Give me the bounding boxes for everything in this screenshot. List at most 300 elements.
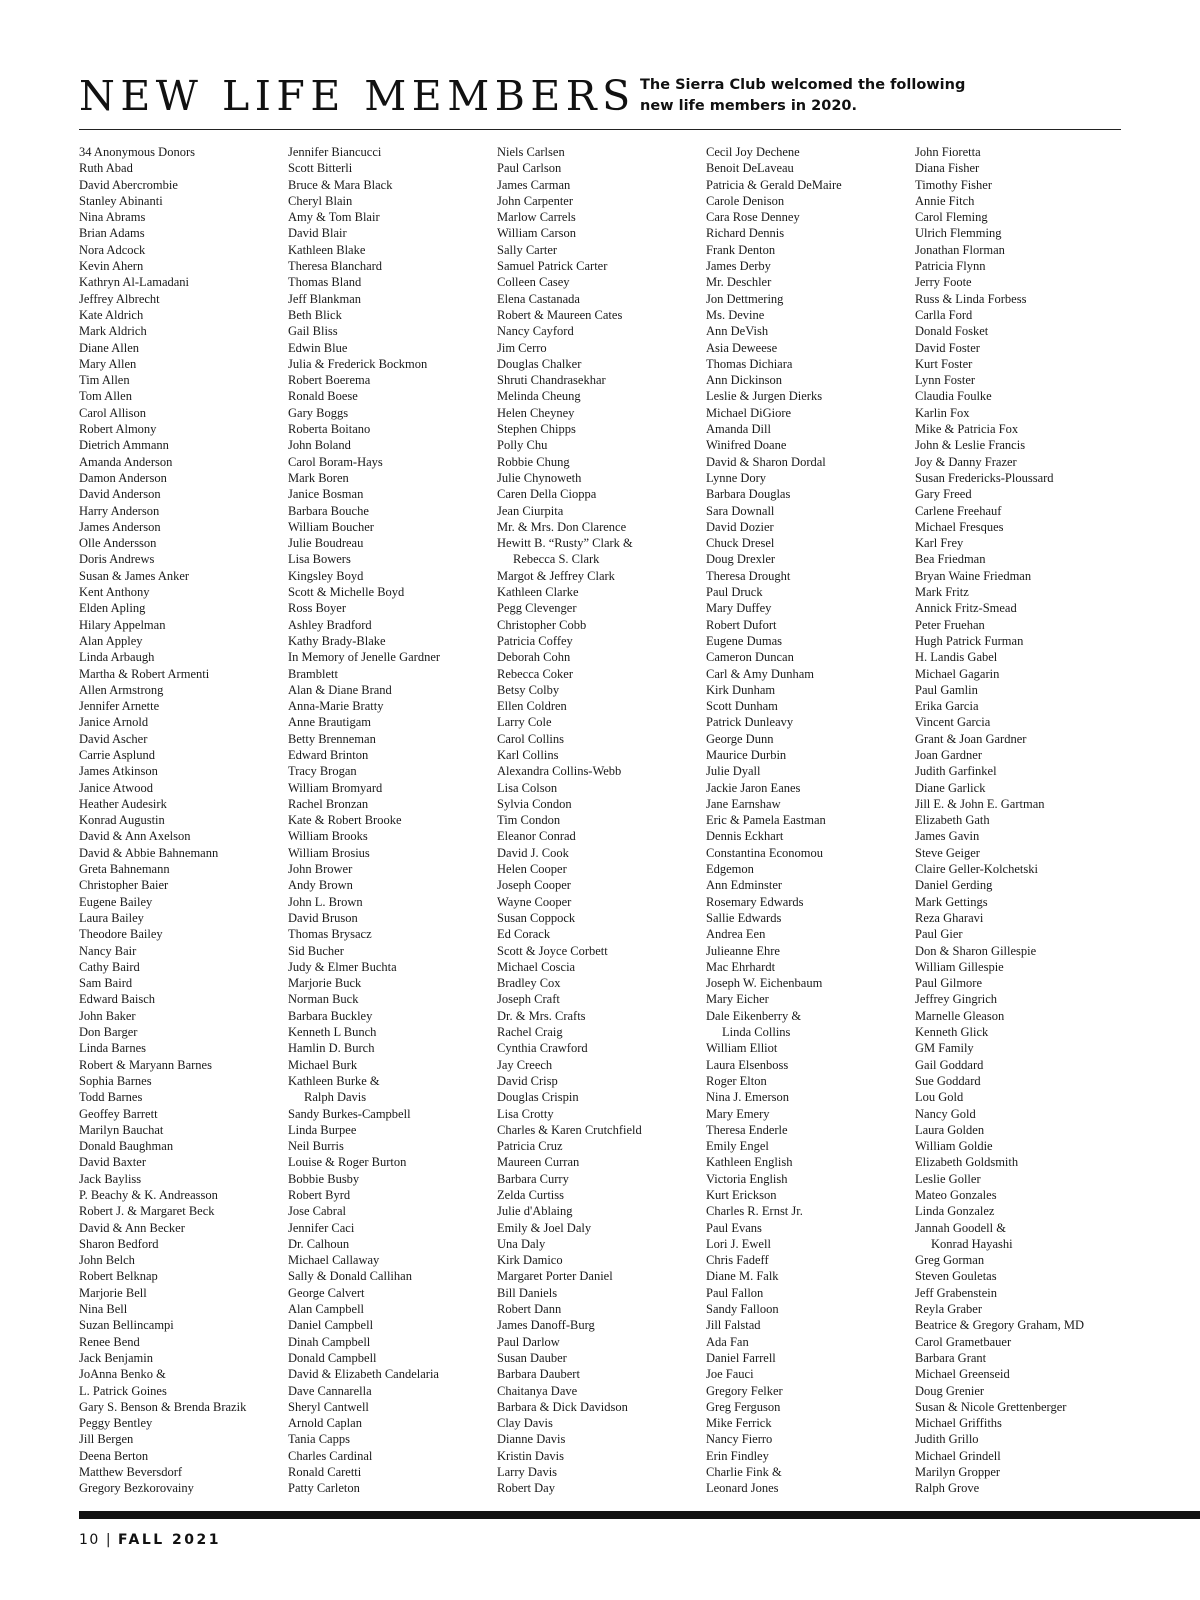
- member-name: Alan Campbell: [288, 1302, 365, 1317]
- member-name: Lynn Foster: [915, 373, 976, 388]
- member-name: Julieanne Ehre: [706, 943, 780, 958]
- member-name: Barbara & Dick Davidson: [497, 1399, 628, 1414]
- member-name: Michael Callaway: [288, 1253, 380, 1268]
- member-name: Una Daly: [497, 1236, 546, 1251]
- member-name: Laura Bailey: [79, 910, 144, 925]
- member-name: Karlin Fox: [915, 405, 970, 420]
- member-name: Theresa Blanchard: [288, 259, 383, 274]
- member-name: Jon Dettmering: [706, 291, 784, 306]
- member-column-3: [497, 144, 707, 1497]
- member-name: Roger Elton: [706, 1073, 767, 1088]
- member-name: Jill Falstad: [706, 1318, 761, 1333]
- member-name: Pegg Clevenger: [497, 601, 577, 616]
- member-name: Paul Fallon: [706, 1285, 764, 1300]
- member-name: Carole Denison: [706, 193, 785, 208]
- member-name: Judy & Elmer Buchta: [288, 959, 397, 974]
- member-name: Robert & Maureen Cates: [497, 307, 623, 322]
- member-name: Edward Brinton: [288, 747, 369, 762]
- member-name: Barbara Buckley: [288, 1008, 373, 1023]
- member-name: Jeff Grabenstein: [915, 1285, 998, 1300]
- member-name: Carol Allison: [79, 405, 147, 420]
- member-name: Jerry Foote: [915, 275, 972, 290]
- member-name: James Anderson: [79, 519, 161, 534]
- member-name: Lori J. Ewell: [706, 1236, 771, 1251]
- member-name: Ralph Davis: [304, 1090, 367, 1105]
- member-name: Kevin Ahern: [79, 259, 144, 274]
- member-name: Elden Apling: [79, 601, 146, 616]
- member-name: Sally Carter: [497, 242, 558, 257]
- member-name: Paul Druck: [706, 585, 763, 600]
- member-name: David Foster: [915, 340, 980, 355]
- member-name: Mary Duffey: [706, 601, 772, 616]
- member-name: Renee Bend: [79, 1334, 140, 1349]
- member-name: Jim Cerro: [497, 340, 547, 355]
- member-name: Frank Denton: [706, 242, 776, 257]
- member-name: Sid Bucher: [288, 943, 344, 958]
- member-name: Carol Grametbauer: [915, 1334, 1012, 1349]
- member-name: Mateo Gonzales: [915, 1188, 997, 1202]
- member-name: Janice Arnold: [79, 715, 149, 730]
- member-name: Diane Allen: [79, 340, 140, 355]
- member-name: Dr. Calhoun: [288, 1236, 350, 1251]
- member-name: Joseph Cooper: [497, 878, 571, 893]
- member-name: Robert Belknap: [79, 1269, 158, 1284]
- member-name: Carol Boram-Hays: [288, 454, 383, 469]
- member-column-5: [915, 144, 1125, 1497]
- member-name: Hilary Appelman: [79, 617, 166, 632]
- member-name: Edgemon: [706, 862, 754, 877]
- member-name: Niels Carlsen: [497, 145, 565, 159]
- member-name: Kathleen English: [706, 1155, 793, 1170]
- member-name: Michael Grindell: [915, 1448, 1001, 1463]
- member-name: William Bromyard: [288, 780, 383, 795]
- member-name: Joy & Danny Frazer: [915, 454, 1017, 469]
- member-name: Edward Baisch: [79, 992, 156, 1007]
- member-column-1: [79, 144, 289, 1497]
- member-name: John Boland: [288, 438, 351, 453]
- member-name: Timothy Fisher: [915, 177, 992, 192]
- member-name: John L. Brown: [288, 894, 363, 909]
- member-name: Wayne Cooper: [497, 894, 572, 909]
- member-name: Leslie Goller: [915, 1171, 981, 1186]
- member-name: Nancy Bair: [79, 943, 137, 958]
- member-name: Diana Fisher: [915, 161, 980, 176]
- member-name: Julie Dyall: [706, 764, 761, 779]
- member-name: Jeffrey Albrecht: [79, 291, 160, 306]
- member-name: Jill E. & John E. Gartman: [915, 796, 1045, 811]
- member-name: David & Abbie Bahnemann: [79, 845, 219, 860]
- member-name: Cheryl Blain: [288, 193, 353, 208]
- member-name: Nancy Cayford: [497, 324, 574, 339]
- member-name: Daniel Farrell: [706, 1350, 776, 1365]
- member-name: Paul Evans: [706, 1220, 762, 1235]
- member-name: William Boucher: [288, 519, 374, 534]
- member-name: Kenneth Glick: [915, 1025, 989, 1040]
- member-name: John & Leslie Francis: [915, 438, 1026, 453]
- member-name: Julie Boudreau: [288, 536, 364, 551]
- header-divider: [79, 129, 1121, 130]
- member-name: Andrea Een: [706, 927, 766, 942]
- member-name: Diane Garlick: [915, 780, 986, 795]
- member-name: Douglas Chalker: [497, 356, 582, 371]
- member-name: Larry Cole: [497, 715, 552, 730]
- member-name: Ann Dickinson: [706, 373, 783, 388]
- member-name: Eugene Bailey: [79, 894, 153, 909]
- member-name: Anna-Marie Bratty: [288, 699, 384, 714]
- member-name: Kathleen Blake: [288, 242, 366, 257]
- member-name: Paul Carlson: [497, 161, 562, 176]
- member-name: Ronald Caretti: [288, 1465, 362, 1480]
- member-name: James Atkinson: [79, 764, 158, 779]
- member-name: Charles R. Ernst Jr.: [706, 1204, 803, 1219]
- member-name: Dianne Davis: [497, 1432, 566, 1447]
- member-name: Dietrich Ammann: [79, 438, 169, 453]
- member-name: William Goldie: [915, 1139, 993, 1154]
- member-name: Bea Friedman: [915, 552, 986, 567]
- member-name: Doug Drexler: [706, 552, 776, 567]
- member-name: Nora Adcock: [79, 242, 146, 257]
- member-name: John Fioretta: [915, 145, 981, 159]
- member-name: Sharon Bedford: [79, 1236, 159, 1251]
- member-name: Susan & James Anker: [79, 568, 190, 583]
- member-name: Olle Andersson: [79, 536, 157, 551]
- member-name: Douglas Crispin: [497, 1090, 579, 1105]
- member-name: Mary Allen: [79, 356, 137, 371]
- member-name: Michael Burk: [288, 1057, 358, 1072]
- member-name: Matthew Beversdorf: [79, 1465, 183, 1480]
- member-name: Kirk Damico: [497, 1253, 563, 1268]
- member-name: Theodore Bailey: [79, 927, 163, 942]
- member-name: Chris Fadeff: [706, 1253, 769, 1268]
- member-name: Melinda Cheung: [497, 389, 581, 404]
- member-name: Charles Cardinal: [288, 1448, 373, 1463]
- member-name: Daniel Campbell: [288, 1318, 374, 1333]
- member-name: Jane Earnshaw: [706, 796, 781, 811]
- member-name: Rachel Bronzan: [288, 796, 369, 811]
- member-name: James Derby: [706, 259, 771, 274]
- member-name: Victoria English: [706, 1171, 788, 1186]
- member-name: Robert Day: [497, 1481, 555, 1496]
- member-name: Dale Eikenberry &: [706, 1008, 802, 1023]
- member-name: Sheryl Cantwell: [288, 1399, 369, 1414]
- member-name: Betty Brenneman: [288, 731, 376, 746]
- page-footer: [79, 1532, 221, 1548]
- subtitle-line-2: new life members in 2020.: [640, 98, 858, 114]
- member-name: Edwin Blue: [288, 340, 348, 355]
- member-name: Asia Deweese: [706, 340, 778, 355]
- member-name: Thomas Dichiara: [706, 356, 793, 371]
- member-name: Tracy Brogan: [288, 764, 357, 779]
- member-name: Jeff Blankman: [288, 291, 362, 306]
- member-name: Stanley Abinanti: [79, 193, 163, 208]
- member-list: [79, 144, 1139, 1494]
- member-name: Michael Coscia: [497, 959, 576, 974]
- member-name: Linda Collins: [722, 1025, 791, 1040]
- member-name: Chaitanya Dave: [497, 1383, 578, 1398]
- member-name: Leonard Jones: [706, 1481, 779, 1496]
- member-name: Vincent Garcia: [915, 715, 991, 730]
- member-name: Mac Ehrhardt: [706, 959, 776, 974]
- member-name: Jay Creech: [497, 1057, 553, 1072]
- member-name: Scott Dunham: [706, 699, 778, 714]
- member-name: Bruce & Mara Black: [288, 177, 393, 192]
- member-name: Jack Bayliss: [79, 1171, 142, 1186]
- member-name: Linda Gonzalez: [915, 1204, 995, 1219]
- member-name: Marilyn Gropper: [915, 1465, 1001, 1480]
- member-name: William Elliot: [706, 1041, 778, 1056]
- member-name: Russ & Linda Forbess: [915, 291, 1027, 306]
- member-name: Kristin Davis: [497, 1448, 565, 1463]
- member-name: Greg Gorman: [915, 1253, 985, 1268]
- member-name: Susan Fredericks-Ploussard: [915, 470, 1054, 485]
- member-name: Christopher Baier: [79, 878, 169, 893]
- member-name: William Gillespie: [915, 959, 1004, 974]
- member-name: Claire Geller-Kolchetski: [915, 862, 1038, 877]
- member-name: Jean Ciurpita: [497, 503, 564, 518]
- member-name: Larry Davis: [497, 1465, 558, 1480]
- member-name: David & Ann Becker: [79, 1220, 185, 1235]
- member-name: Carol Collins: [497, 731, 565, 746]
- member-name: Karl Frey: [915, 536, 964, 551]
- member-name: Jeffrey Gingrich: [915, 992, 998, 1007]
- member-name: Kathleen Clarke: [497, 585, 579, 600]
- member-name: Amanda Dill: [706, 422, 771, 437]
- member-name: Michael Greenseid: [915, 1367, 1010, 1382]
- member-name: Steven Gouletas: [915, 1269, 997, 1284]
- member-name: Carl & Amy Dunham: [706, 666, 814, 681]
- member-name: Amanda Anderson: [79, 454, 173, 469]
- member-name: Ann DeVish: [706, 324, 769, 339]
- member-name: Suzan Bellincampi: [79, 1318, 174, 1333]
- page-title: NEW LIFE MEMBERS: [79, 72, 636, 120]
- member-name: Sandy Falloon: [706, 1302, 779, 1317]
- member-name: Rosemary Edwards: [706, 894, 804, 909]
- member-name: Margaret Porter Daniel: [497, 1269, 613, 1284]
- member-name: David Bruson: [288, 910, 358, 925]
- member-name: Deborah Cohn: [497, 650, 571, 665]
- member-name: Daniel Gerding: [915, 878, 993, 893]
- member-name: Ed Corack: [497, 927, 551, 942]
- member-name: Michael Gagarin: [915, 666, 1000, 681]
- member-name: Brian Adams: [79, 226, 145, 241]
- member-name: Peggy Bentley: [79, 1416, 153, 1431]
- member-name: Elizabeth Gath: [915, 813, 990, 828]
- member-name: Hewitt B. “Rusty” Clark &: [497, 536, 633, 551]
- member-name: Laura Elsenboss: [706, 1057, 789, 1072]
- member-name: Norman Buck: [288, 992, 359, 1007]
- member-name: Doug Grenier: [915, 1383, 985, 1398]
- member-name: Donald Baughman: [79, 1139, 174, 1154]
- member-name: Lisa Crotty: [497, 1106, 554, 1121]
- member-name: Patricia Flynn: [915, 259, 986, 274]
- member-name: Sally & Donald Callihan: [288, 1269, 412, 1284]
- member-name: David Crisp: [497, 1073, 558, 1088]
- member-name: Reza Gharavi: [915, 910, 984, 925]
- member-name: Lynne Dory: [706, 470, 767, 485]
- member-name: Erika Garcia: [915, 699, 979, 714]
- member-name: Samuel Patrick Carter: [497, 259, 608, 274]
- member-name: Clay Davis: [497, 1416, 553, 1431]
- member-name: Ms. Devine: [706, 307, 765, 322]
- member-name: Eleanor Conrad: [497, 829, 576, 844]
- member-name: George Calvert: [288, 1285, 365, 1300]
- member-name: Ruth Abad: [79, 161, 133, 176]
- member-name: James Carman: [497, 177, 571, 192]
- member-name: Harry Anderson: [79, 503, 160, 518]
- member-name: David Dozier: [706, 519, 774, 534]
- member-name: Emily & Joel Daly: [497, 1220, 592, 1235]
- member-name: L. Patrick Goines: [79, 1383, 167, 1398]
- member-name: Gregory Felker: [706, 1383, 783, 1398]
- member-name: Jannah Goodell &: [915, 1220, 1006, 1235]
- member-name: Gary S. Benson & Brenda Brazik: [79, 1399, 247, 1414]
- member-name: Todd Barnes: [79, 1090, 143, 1105]
- member-name: Mary Emery: [706, 1106, 770, 1121]
- member-name: Patricia & Gerald DeMaire: [706, 177, 842, 192]
- member-name: Patricia Coffey: [497, 633, 573, 648]
- member-name: Robert Dufort: [706, 617, 777, 632]
- issue-label: FALL 2021: [118, 1532, 222, 1548]
- member-name: Barbara Daubert: [497, 1367, 580, 1382]
- member-name: Kathy Brady-Blake: [288, 633, 386, 648]
- member-name: Kingsley Boyd: [288, 568, 364, 583]
- member-name: Joseph Craft: [497, 992, 560, 1007]
- member-name: Paul Gilmore: [915, 976, 983, 991]
- member-name: David Blair: [288, 226, 347, 241]
- member-name: Julie Chynoweth: [497, 470, 582, 485]
- member-name: Michael Fresques: [915, 519, 1004, 534]
- member-name: Rebecca Coker: [497, 666, 574, 681]
- member-name: Christopher Cobb: [497, 617, 587, 632]
- member-name: Donald Fosket: [915, 324, 989, 339]
- member-name: Winifred Doane: [706, 438, 787, 453]
- member-name: Gregory Bezkorovainy: [79, 1481, 194, 1496]
- member-name: Mike Ferrick: [706, 1416, 772, 1431]
- member-name: Sue Goddard: [915, 1073, 981, 1088]
- member-name: Reyla Graber: [915, 1302, 982, 1317]
- member-name: Kurt Erickson: [706, 1188, 777, 1202]
- member-name: Lou Gold: [915, 1090, 964, 1105]
- member-name: John Belch: [79, 1253, 135, 1268]
- member-name: Kent Anthony: [79, 585, 150, 600]
- member-name: Rebecca S. Clark: [513, 552, 600, 567]
- member-name: Colleen Casey: [497, 275, 570, 290]
- member-name: Ross Boyer: [288, 601, 346, 616]
- member-name: Gail Bliss: [288, 324, 338, 339]
- member-name: Grant & Joan Gardner: [915, 731, 1027, 746]
- member-name: Bryan Waine Friedman: [915, 568, 1032, 583]
- member-name: Mark Aldrich: [79, 324, 147, 339]
- member-name: Marilyn Bauchat: [79, 1122, 164, 1137]
- member-name: Tania Capps: [288, 1432, 350, 1447]
- member-name: Marjorie Buck: [288, 976, 362, 991]
- member-name: Nancy Gold: [915, 1106, 976, 1121]
- member-name: Benoit DeLaveau: [706, 161, 794, 176]
- member-name: Neil Burris: [288, 1139, 344, 1154]
- member-name: Laura Golden: [915, 1122, 985, 1137]
- member-name: Gary Freed: [915, 487, 972, 502]
- footer-divider: [79, 1511, 1200, 1519]
- member-name: Alexandra Collins-Webb: [497, 764, 622, 779]
- member-name: Michael Griffiths: [915, 1416, 1002, 1431]
- member-name: Carlla Ford: [915, 307, 973, 322]
- member-name: Linda Barnes: [79, 1041, 146, 1056]
- member-name: Dennis Eckhart: [706, 829, 784, 844]
- member-name: Robbie Chung: [497, 454, 570, 469]
- member-name: Ronald Boese: [288, 389, 358, 404]
- member-name: Anne Brautigam: [288, 715, 371, 730]
- member-name: Thomas Brysacz: [288, 927, 372, 942]
- member-name: Marjorie Bell: [79, 1285, 147, 1300]
- member-name: Patricia Cruz: [497, 1139, 563, 1154]
- member-name: Ellen Coldren: [497, 699, 567, 714]
- member-name: Deena Berton: [79, 1448, 149, 1463]
- member-name: Leslie & Jurgen Dierks: [706, 389, 823, 404]
- member-name: David Ascher: [79, 731, 148, 746]
- member-name: Nina Bell: [79, 1302, 128, 1317]
- member-name: Paul Darlow: [497, 1334, 560, 1349]
- member-name: William Carson: [497, 226, 576, 241]
- member-name: Annick Fritz-Smead: [915, 601, 1017, 616]
- member-name: Konrad Augustin: [79, 813, 165, 828]
- member-name: Alan & Diane Brand: [288, 682, 392, 697]
- member-name: Martha & Robert Armenti: [79, 666, 210, 681]
- member-name: David J. Cook: [497, 845, 569, 860]
- member-name: Margot & Jeffrey Clark: [497, 568, 615, 583]
- member-name: Carrie Asplund: [79, 747, 156, 762]
- subtitle-line-1: The Sierra Club welcomed the following: [640, 77, 966, 93]
- member-name: Joan Gardner: [915, 747, 982, 762]
- member-name: Bradley Cox: [497, 976, 561, 991]
- member-name: Mr. & Mrs. Don Clarence: [497, 519, 627, 534]
- member-name: Kurt Foster: [915, 356, 973, 371]
- member-name: Karl Collins: [497, 747, 559, 762]
- member-name: Tim Allen: [79, 373, 130, 388]
- member-name: David Anderson: [79, 487, 161, 502]
- member-name: Bill Daniels: [497, 1285, 558, 1300]
- member-name: Paul Gier: [915, 927, 963, 942]
- member-name: Doris Andrews: [79, 552, 155, 567]
- member-name: William Brooks: [288, 829, 368, 844]
- member-name: Kate & Robert Brooke: [288, 813, 402, 828]
- member-name: Jennifer Arnette: [79, 699, 160, 714]
- member-name: Hamlin D. Burch: [288, 1041, 375, 1056]
- member-name: Maurice Durbin: [706, 747, 787, 762]
- member-name: Polly Chu: [497, 438, 548, 453]
- member-name: Stephen Chipps: [497, 422, 576, 437]
- member-name: Alan Appley: [79, 633, 143, 648]
- member-name: Gail Goddard: [915, 1057, 984, 1072]
- member-name: Jose Cabral: [288, 1204, 346, 1219]
- member-name: Barbara Curry: [497, 1171, 569, 1186]
- member-name: Susan Coppock: [497, 910, 576, 925]
- member-name: Hugh Patrick Furman: [915, 633, 1024, 648]
- member-name: Lisa Colson: [497, 780, 558, 795]
- member-name: Elena Castanada: [497, 291, 580, 306]
- member-name: Geoffey Barrett: [79, 1106, 158, 1121]
- member-name: Ashley Bradford: [288, 617, 372, 632]
- member-name: Barbara Bouche: [288, 503, 369, 518]
- member-name: Charles & Karen Crutchfield: [497, 1122, 642, 1137]
- member-name: Mary Eicher: [706, 992, 769, 1007]
- member-name: Don & Sharon Gillespie: [915, 943, 1037, 958]
- member-name: Jack Benjamin: [79, 1350, 153, 1365]
- member-name: Carol Fleming: [915, 210, 988, 225]
- page-number: 10: [79, 1532, 100, 1548]
- member-name: Beatrice & Gregory Graham, MD: [915, 1318, 1085, 1333]
- member-name: Mr. Deschler: [706, 275, 772, 290]
- member-name: Patrick Dunleavy: [706, 715, 794, 730]
